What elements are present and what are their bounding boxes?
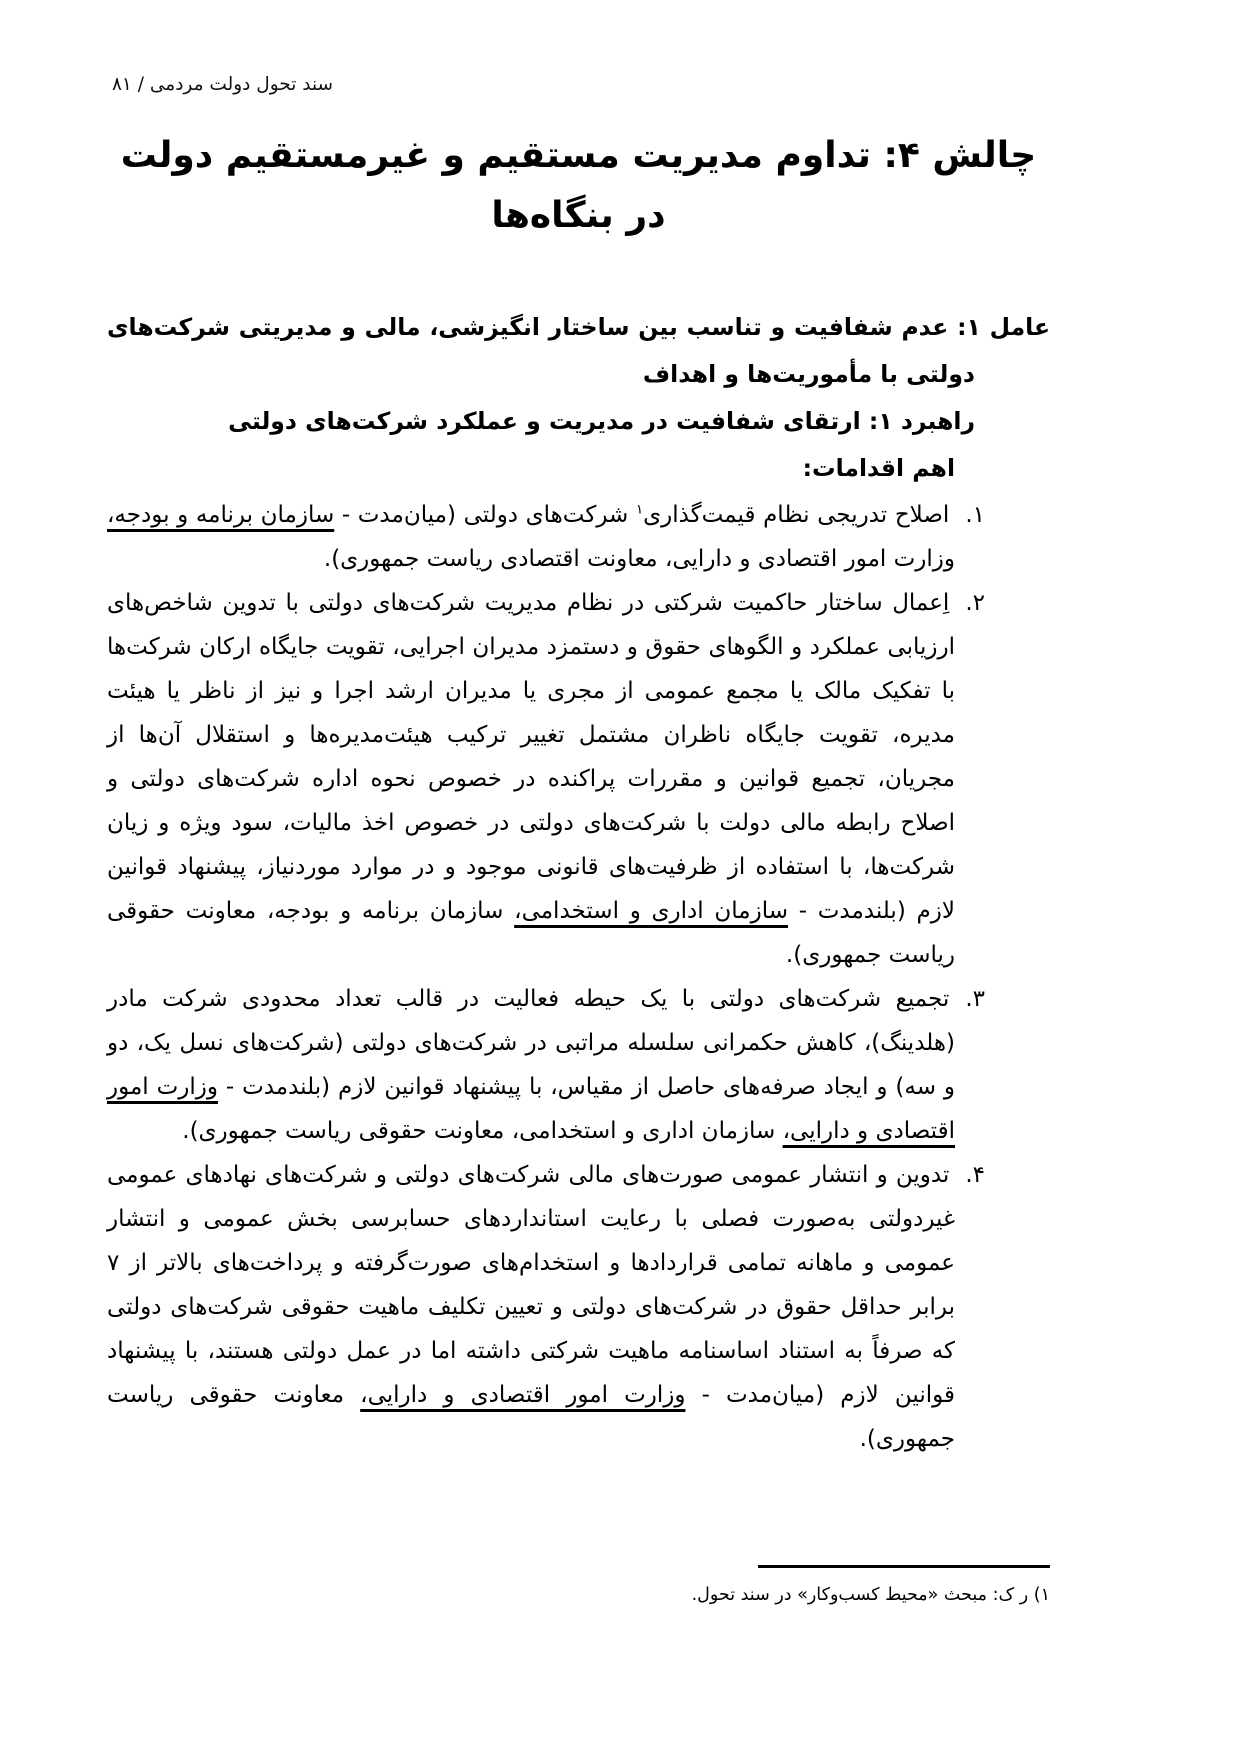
action-text: تجمیع شرکت‌های دولتی با یک حیطه فعالیت در قالب تعداد محدودی شرکت مادر (هلدینگ)، کاهش حکمرانی سلسله مراتبی در شرکت‌های دولتی (شرکت‌های نسل یک، دو و سه) و ایجاد صرفه‌های حاصل از مقیاس، با پیشنهاد قوانین لازم (بلندمدت - (107, 986, 956, 1100)
action-text: شرکت‌های دولتی (میان‌مدت - (334, 502, 636, 528)
footnote-separator (758, 1565, 1050, 1569)
strategy-heading: راهبرد ۱: ارتقای شفافیت در مدیریت و عملکرد شرکت‌های دولتی (228, 407, 975, 435)
action-text: سازمان اداری و استخدامی، معاونت حقوقی ریاست جمهوری). (182, 1118, 783, 1144)
factor-heading: عامل ۱: عدم شفافیت و تناسب بین ساختار انگیزشی، مالی و مدیریتی شرکت‌های دولتی با مأموریت‌ها و اهداف (107, 313, 1051, 388)
footnote-marker: ۱ (635, 502, 644, 518)
page-header: سند تحول دولت مردمی / ۸۱ (112, 74, 334, 95)
footnote-block (450, 1553, 1050, 1608)
action-text: سازمان برنامه و بودجه، معاونت حقوقی ریاست جمهوری). (107, 898, 955, 968)
underlined-org-name: وزارت امور اقتصادی و دارایی، (107, 1074, 955, 1144)
action-item (107, 977, 1050, 1153)
underlined-org-name: سازمان برنامه و بودجه، (107, 502, 335, 528)
action-item (107, 1153, 1050, 1461)
action-text: اصلاح تدریجی نظام قیمت‌گذاری (643, 502, 950, 528)
action-number: ۲. (965, 590, 985, 616)
underlined-org-name: وزارت امور اقتصادی و دارایی، (360, 1382, 686, 1408)
page-title: چالش ۴: تداوم مدیریت مستقیم و غیرمستقیم دولت در بنگاه‌ها (120, 135, 1037, 236)
action-text: تدوین و انتشار عمومی صورت‌های مالی شرکت‌های دولتی و شرکت‌های نهادهای عمومی غیردولتی به‌صورت فصلی با رعایت استانداردهای حسابرسی بخش عمومی و انتشار عمومی و ماهانه تمامی قراردادها و استخدام‌های صورت‌گرفته و پرداخت‌های بالاتر از ۷ برابر حداقل حقوق در شرکت‌های دولتی و تعیین تکلیف ماهیت حقوقی شرکت‌های دولتی که صرفاً به استناد اساسنامه ماهیت شرکتی داشته اما در عمل دولتی هستند، با پیشنهاد قوانین لازم (میان‌مدت - (107, 1162, 955, 1408)
actions-list (107, 493, 1050, 1461)
action-text: وزارت امور اقتصادی و دارایی، معاونت اقتصادی ریاست جمهوری). (323, 546, 955, 572)
underlined-org-name: سازمان اداری و استخدامی، (514, 898, 788, 924)
action-number: ۴. (965, 1162, 985, 1188)
action-text: اِعمال ساختار حاکمیت شرکتی در نظام مدیریت شرکت‌های دولتی با تدوین شاخص‌های ارزیابی عملکرد و الگوهای حقوق و دستمزد مدیران اجرایی، تقویت جایگاه ارکان شرکت‌ها با تفکیک مالک یا مجمع عمومی از مجری یا مدیران ارشد اجرا و نیز از ناظر یا هیئت مدیره، تقویت جایگاه ناظران مشتمل تغییر ترکیب هیئت‌مدیره‌ها و استقلال آن‌ها از مجریان، تجمیع قوانین و مقررات پراکنده در خصوص نحوه اداره شرکت‌های دولتی و اصلاح رابطه مالی دولت با شرکت‌های دولتی در خصوص اخذ مالیات، سود ویژه و زیان شرکت‌ها، با استفاده از ظرفیت‌های قانونی موجود و در موارد موردنیاز، پیشنهاد قوانین لازم (بلندمدت - (107, 590, 955, 924)
action-item (107, 581, 1050, 977)
footnote-text: ۱) ر ک: مبحث «محیط کسب‌وکار» در سند تحول. (691, 1585, 1050, 1605)
action-text: معاونت حقوقی ریاست جمهوری). (107, 1382, 955, 1452)
action-number: ۳. (965, 986, 985, 1012)
action-item (107, 493, 1050, 581)
actions-heading: اهم اقدامات: (802, 454, 955, 482)
action-number: ۱. (965, 502, 985, 528)
